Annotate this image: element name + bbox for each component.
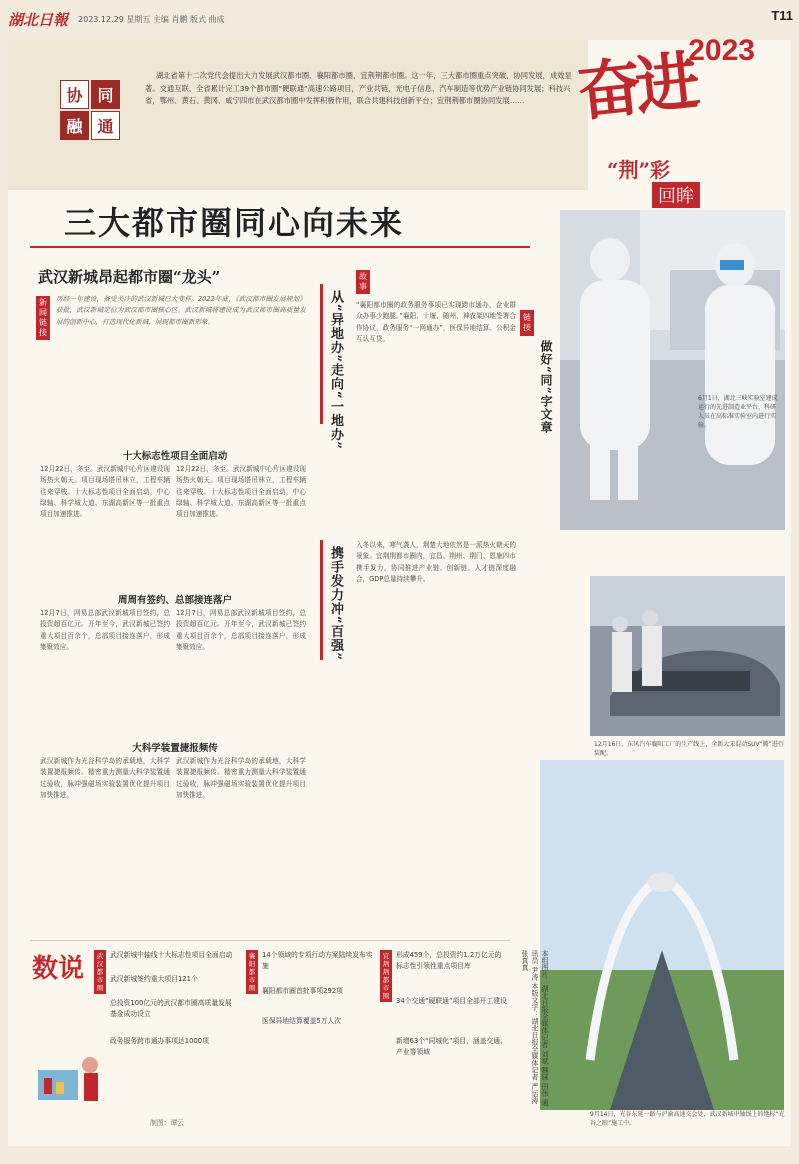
intro-paragraph: 湖北省第十二次党代会提出大力发展武汉都市圈、襄阳都市圈、宜荆荆都市圈。这一年，三大都市圈重点突破，协同发展，成效显著。交通互联、全省累计完工39个都市圈“硬联通”高速公路项目，产业共链，光电子信息、汽车制造等优势产业链协同发展；科技兴省，鄂州、黄石、黄冈、咸宁四市在武汉都市圈中发挥积极作用，联合共建科技创新平台；宜荆荆都市圈协同发展…… (145, 71, 572, 105)
stats-title: 数说 (31, 954, 84, 984)
section2-label: 故事 (356, 270, 370, 294)
section1-body1-col2: 12月22日，冬至。武汉新城中心片区建设现场热火朝天。项目现场塔吊林立，工程车辆往来穿梭。十大标志性项目全面启动，中心绿轴、科学城大道、东湖高新区等一批重点项目加速推进。 (176, 465, 306, 519)
brand-sub2: 回眸 (652, 182, 700, 208)
section1-body2-col2: 12月7日，网易总部武汉新城项目签约，总投资超百亿元。开年至今，武汉新城已签约重大项目百余个，总部项目接连落户，形成集聚效应。 (176, 609, 306, 651)
stats-maker: 制图：谭云 (150, 1119, 184, 1127)
section3-vtitle: 做好“同”字文章 (539, 340, 553, 434)
stats-label-1: 武汉都市圈 (94, 950, 106, 994)
stats-illustration-art (30, 1040, 110, 1110)
stat-item: 武汉新城中轴线十大标志性项目全面启动 (110, 951, 233, 959)
stat-item: 34个交通“硬联通”项目全部开工建设 (396, 997, 507, 1005)
section1-body2-col1: 12月7日，网易总部武汉新城项目签约，总投资超百亿元。开年至今，武汉新城已签约重大项目百余个，总部项目接连落户，形成集聚效应。 (40, 609, 170, 651)
section1-sub3: 大科学装置捷报频传 (132, 743, 218, 754)
stat-item: 武汉新城签约重大项目121个 (110, 975, 198, 983)
section2-title-bar2 (320, 540, 323, 660)
brand-big: 奋进 (573, 44, 698, 131)
stat-item: 新增63个“同城化”项目，涵盖交通、产业等领域 (396, 1037, 507, 1056)
stats-illustration (30, 1040, 110, 1110)
section2-vtitle1: 从“异地办”走向“一地办” (328, 290, 343, 450)
brand-sub: “荆”彩 (607, 158, 671, 182)
factory-photo (590, 576, 785, 736)
stats-label-3: 宜荆荆都市圈 (380, 950, 392, 1002)
stat-item: 总投资100亿元的武汉都市圈高质量发展基金成功设立 (110, 999, 232, 1018)
section1-sub1: 十大标志性项目全面启动 (122, 451, 228, 462)
section2-body: “襄阳都市圈的政务服务事项已实现跨市通办，企业群众办事少跑腿。”襄阳、十堰、随州、神农架四地签署合作协议，政务服务“一网通办”，医保异地结算、公积金互认互贷。 (356, 301, 516, 343)
factory-photo-art (590, 576, 785, 736)
photo-caption-2: 12月16日，东风汽车襄阳工厂的生产线上，全新大宋混动SUV“腾”进行装配。 (594, 741, 784, 757)
section2-vtitle2: 携手发力冲“百强” (328, 546, 343, 661)
section-tag (60, 80, 120, 140)
page-headline: 三大都市圈同心向未来 (64, 204, 405, 242)
stat-item: 襄阳都市圈首批事项292项 (262, 987, 343, 995)
section1-body3-col2: 武汉新城作为光谷科学岛的承载地，大科学装置捷报频传。精密重力测量大科学装置通过验收，脉冲强磁场实验装置优化提升项目加快推进。 (176, 757, 306, 799)
page-number: T11 (771, 8, 793, 23)
photo-credit: 本组图片：湖北日报全媒体记者 刘斌 魏铼 田伟 通讯员 尹涛 本版文字：湖北日报全媒体记者 严运涛 张真真 (521, 950, 549, 1106)
tag-char: 协 (60, 80, 89, 109)
brand-year: 2023 (688, 34, 755, 67)
section1-body3-col1: 武汉新城作为光谷科学岛的承载地，大科学装置捷报频传。精密重力测量大科学装置通过验收，脉冲强磁场实验装置优化提升项目加快推进。 (40, 757, 170, 799)
tag-char: 同 (91, 80, 120, 109)
tag-char: 通 (91, 111, 120, 140)
stat-item: 14个领域的专项行动方案陆续发布实施 (262, 951, 373, 970)
lab-photo-art (560, 210, 785, 530)
landmark-photo (540, 760, 784, 1110)
section2-body2: 入冬以来，寒气袭人，荆楚大地依然是一派热火朝天的景象。宜荆荆都市圈内，宜昌、荆州、荆门、恩施四市携手发力，协同推进产业链、创新链、人才链深度融合，GDP总量持续攀升。 (356, 541, 516, 583)
headline-rule (30, 246, 530, 248)
photo-caption-1: 6月1日，湖北三峡实验室建成运行的先进制造业平台，科研人员在高标准实验室内进行实验。 (698, 395, 778, 429)
stat-item: 政务服务跨市通办事项达1000项 (110, 1037, 209, 1045)
section3-label: 链接 (520, 310, 534, 336)
stat-item: 形成459个，总投资约1.2万亿元的标志性引领性重点项目库 (396, 951, 502, 970)
stats-label-2: 襄阳都市圈 (246, 950, 258, 994)
landmark-photo-art (540, 760, 784, 1110)
section1-sub2: 周周有签约、总部接连落户 (117, 595, 232, 606)
section1-body1-col1: 12月22日，冬至。武汉新城中心片区建设现场热火朝天。项目现场塔吊林立，工程车辆往来穿梭。十大标志性项目全面启动，中心绿轴、科学城大道、东湖高新区等一批重点项目加速推进。 (40, 465, 170, 519)
stats-rule (30, 940, 510, 941)
section1-label: 新闻链接 (36, 296, 50, 340)
issue-meta: 2023.12.29 星期五 主编 肖鹏 版式 曲成 (78, 14, 225, 24)
section2-title-bar (320, 284, 323, 424)
section1-title: 武汉新城昂起都市圈“龙头” (38, 268, 221, 286)
photo-caption-3: 9月14日，光谷东延一路与沪渝高速交会处，武汉新城中轴线上的地标“光谷之眼”施工中。 (590, 1111, 785, 1127)
newspaper-logo: 湖北日報 (8, 10, 69, 29)
brand-title (573, 14, 773, 207)
stat-item: 医保异地结算覆盖5万人次 (262, 1017, 342, 1025)
section1-lead: 历经一年建设，备受关注的武汉新城已大变样。2022年底，《武汉都市圈发展规划》获批，武汉新城定位为武汉都市圈核心区。武汉新城将建设成为武汉都市圈高质量发展的创新中心，打造现代化新城，展现都市圈新形象。 (56, 295, 306, 326)
tag-char: 融 (60, 111, 89, 140)
lab-photo (560, 210, 785, 530)
